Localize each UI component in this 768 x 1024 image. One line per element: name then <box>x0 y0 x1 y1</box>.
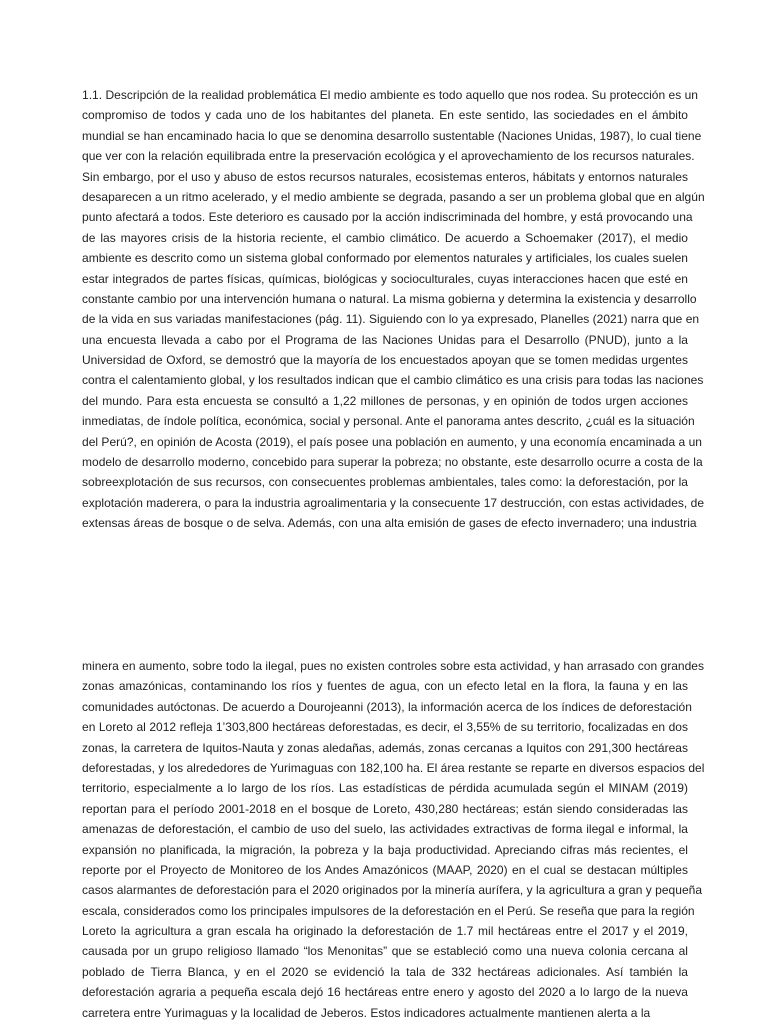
text-line: mundial se han encaminado hacia lo que se denomina desarrollo sustentable (Naciones Unidas, 1987), lo cual tiene <box>82 128 702 143</box>
text-line: contra el calentamiento global, y los resultados indican que el cambio climático es una crisis para todas las naciones <box>82 373 704 388</box>
text-line: territorio, especialmente a lo largo de los ríos. Las estadísticas de pérdida acumulada según el MINAM (2019) <box>82 781 688 796</box>
text-line: minera en aumento, sobre todo la ilegal, pues no existen controles sobre esta actividad, y han arrasado con grandes <box>82 659 705 673</box>
text-line: comunidades autóctonas. De acuerdo a Dourojeanni (2013), la información acerca de los índices de deforestación <box>82 699 692 714</box>
text-line: constante cambio por una intervención humana o natural. La misma gobierna y determina la existencia y desarrollo <box>82 291 697 306</box>
text-line: deforestación agraria a pequeña escala dejó 16 hectáreas entre enero y agosto del 2020 a lo largo de la nueva <box>82 985 688 1000</box>
text-line: explotación maderera, o para la industria agroalimentaria y la consecuente 17 destrucción, con estas actividades, de <box>82 495 705 510</box>
text-line: Sin embargo, por el uso y abuso de estos recursos naturales, ecosistemas enteros, hábitats y entornos naturales <box>82 169 688 184</box>
text-line: compromiso de todos y cada uno de los habitantes del planeta. En este sentido, las sociedades en el ámbito <box>82 108 688 123</box>
text-line: causada por un grupo religioso llamado “los Menonitas” que se estableció como una nueva colonia cercana al <box>82 944 688 959</box>
text-line: estar integrados de partes físicas, químicas, biológicas y socioculturales, cuyas interacciones hacen que esté en <box>82 271 688 286</box>
text-line: reporte por el Proyecto de Monitoreo de los Andes Amazónicos (MAAP, 2020) en el cual se destacan múltiples <box>82 862 688 877</box>
paragraph-block-bottom <box>82 656 705 1023</box>
text-line: poblado de Tierra Blanca, y en el 2020 se evidenció la tala de 332 hectáreas adicionales. Así también la <box>82 964 688 979</box>
text-line: Loreto la agricultura a gran escala ha originado la deforestación de 1.7 mil hectáreas entre el 2017 y el 2019, <box>82 924 688 939</box>
text-line: extensas áreas de bosque o de selva. Además, con una alta emisión de gases de efecto invernadero; una industria <box>82 516 697 531</box>
text-line: desaparecen a un ritmo acelerado, y el medio ambiente se degrada, pasando a ser un problema global que en algún <box>82 189 705 204</box>
text-line: del mundo. Para esta encuesta se consultó a 1,22 millones de personas, y en opinión de todos urgen acciones <box>82 393 688 408</box>
text-line: que ver con la relación equilibrada entre la preservación ecológica y el aprovechamiento de los recursos naturales. <box>82 149 695 164</box>
text-line: inmediatas, de índole política, económica, social y personal. Ante el panorama antes descrito, ¿cuál es la situación <box>82 414 695 429</box>
text-line: modelo de desarrollo moderno, concebido para superar la pobreza; no obstante, este desarrollo ocurre a costa de la <box>82 455 703 470</box>
text-line: escala, considerados como los principales impulsores de la deforestación en el Perú. Se reseña que para la región <box>82 903 695 918</box>
text-line: zonas amazónicas, contaminando los ríos y fuentes de agua, con un efecto letal en la flora, la fauna y en las <box>82 679 688 694</box>
text-line: ambiente es descrito como un sistema global conformado por elementos naturales y artificiales, los cuales suelen <box>82 251 688 266</box>
text-line: amenazas de deforestación, el cambio de uso del suelo, las actividades extractivas de forma ilegal e informal, la <box>82 822 688 837</box>
text-line: Universidad de Oxford, se demostró que la mayoría de los encuestados apoyan que se tomen medidas urgentes <box>82 353 688 368</box>
text-line: reportan para el período 2001-2018 en el bosque de Loreto, 430,280 hectáreas; están siendo consideradas las <box>82 801 688 816</box>
text-line: deforestadas, y los alrededores de Yurimaguas con 182,100 ha. El área restante se reparte en diversos espacios del <box>82 760 705 775</box>
text-line: una encuesta llevada a cabo por el Programa de las Naciones Unidas para el Desarrollo (PNUD), junto a la <box>82 332 688 347</box>
text-line: de la vida en sus variadas manifestaciones (pág. 11). Siguiendo con lo ya expresado, Planelles (2021) narra que en <box>82 312 700 327</box>
text-line: sobreexplotación de sus recursos, con consecuentes problemas ambientales, tales como: la deforestación, por la <box>82 475 688 490</box>
text-line: casos alarmantes de deforestación para el 2020 originados por la minería aurífera, y la agricultura a gran y pequeña <box>82 883 703 898</box>
text-line: carretera entre Yurimaguas y la localidad de Jeberos. Estos indicadores actualmente mantienen alerta a la <box>82 1005 651 1020</box>
text-line: del Perú?, en opinión de Acosta (2019), el país posee una población en aumento, y una economía encaminada a un <box>82 434 702 449</box>
text-line: zonas, la carretera de Iquitos-Nauta y zonas aledañas, además, zonas cercanas a Iquitos con 291,300 hectáreas <box>82 740 688 755</box>
text-line: de las mayores crisis de la historia reciente, el cambio climático. De acuerdo a Schoemaker (2017), el medio <box>82 230 688 245</box>
text-line: en Loreto al 2012 refleja 1’303,800 hectáreas deforestadas, es decir, el 3,55% de su territorio, focalizadas en dos <box>82 720 688 735</box>
paragraph-block-top <box>82 85 705 534</box>
text-line: punto afectará a todos. Este deterioro es causado por la acción indiscriminada del hombre, y está provocando una <box>82 210 693 225</box>
text-line: expansión no planificada, la migración, la pobreza y la baja productividad. Apreciando cifras más recientes, el <box>82 842 688 857</box>
text-line: 1.1. Descripción de la realidad problemática El medio ambiente es todo aquello que nos rodea. Su protección es un <box>82 88 698 102</box>
